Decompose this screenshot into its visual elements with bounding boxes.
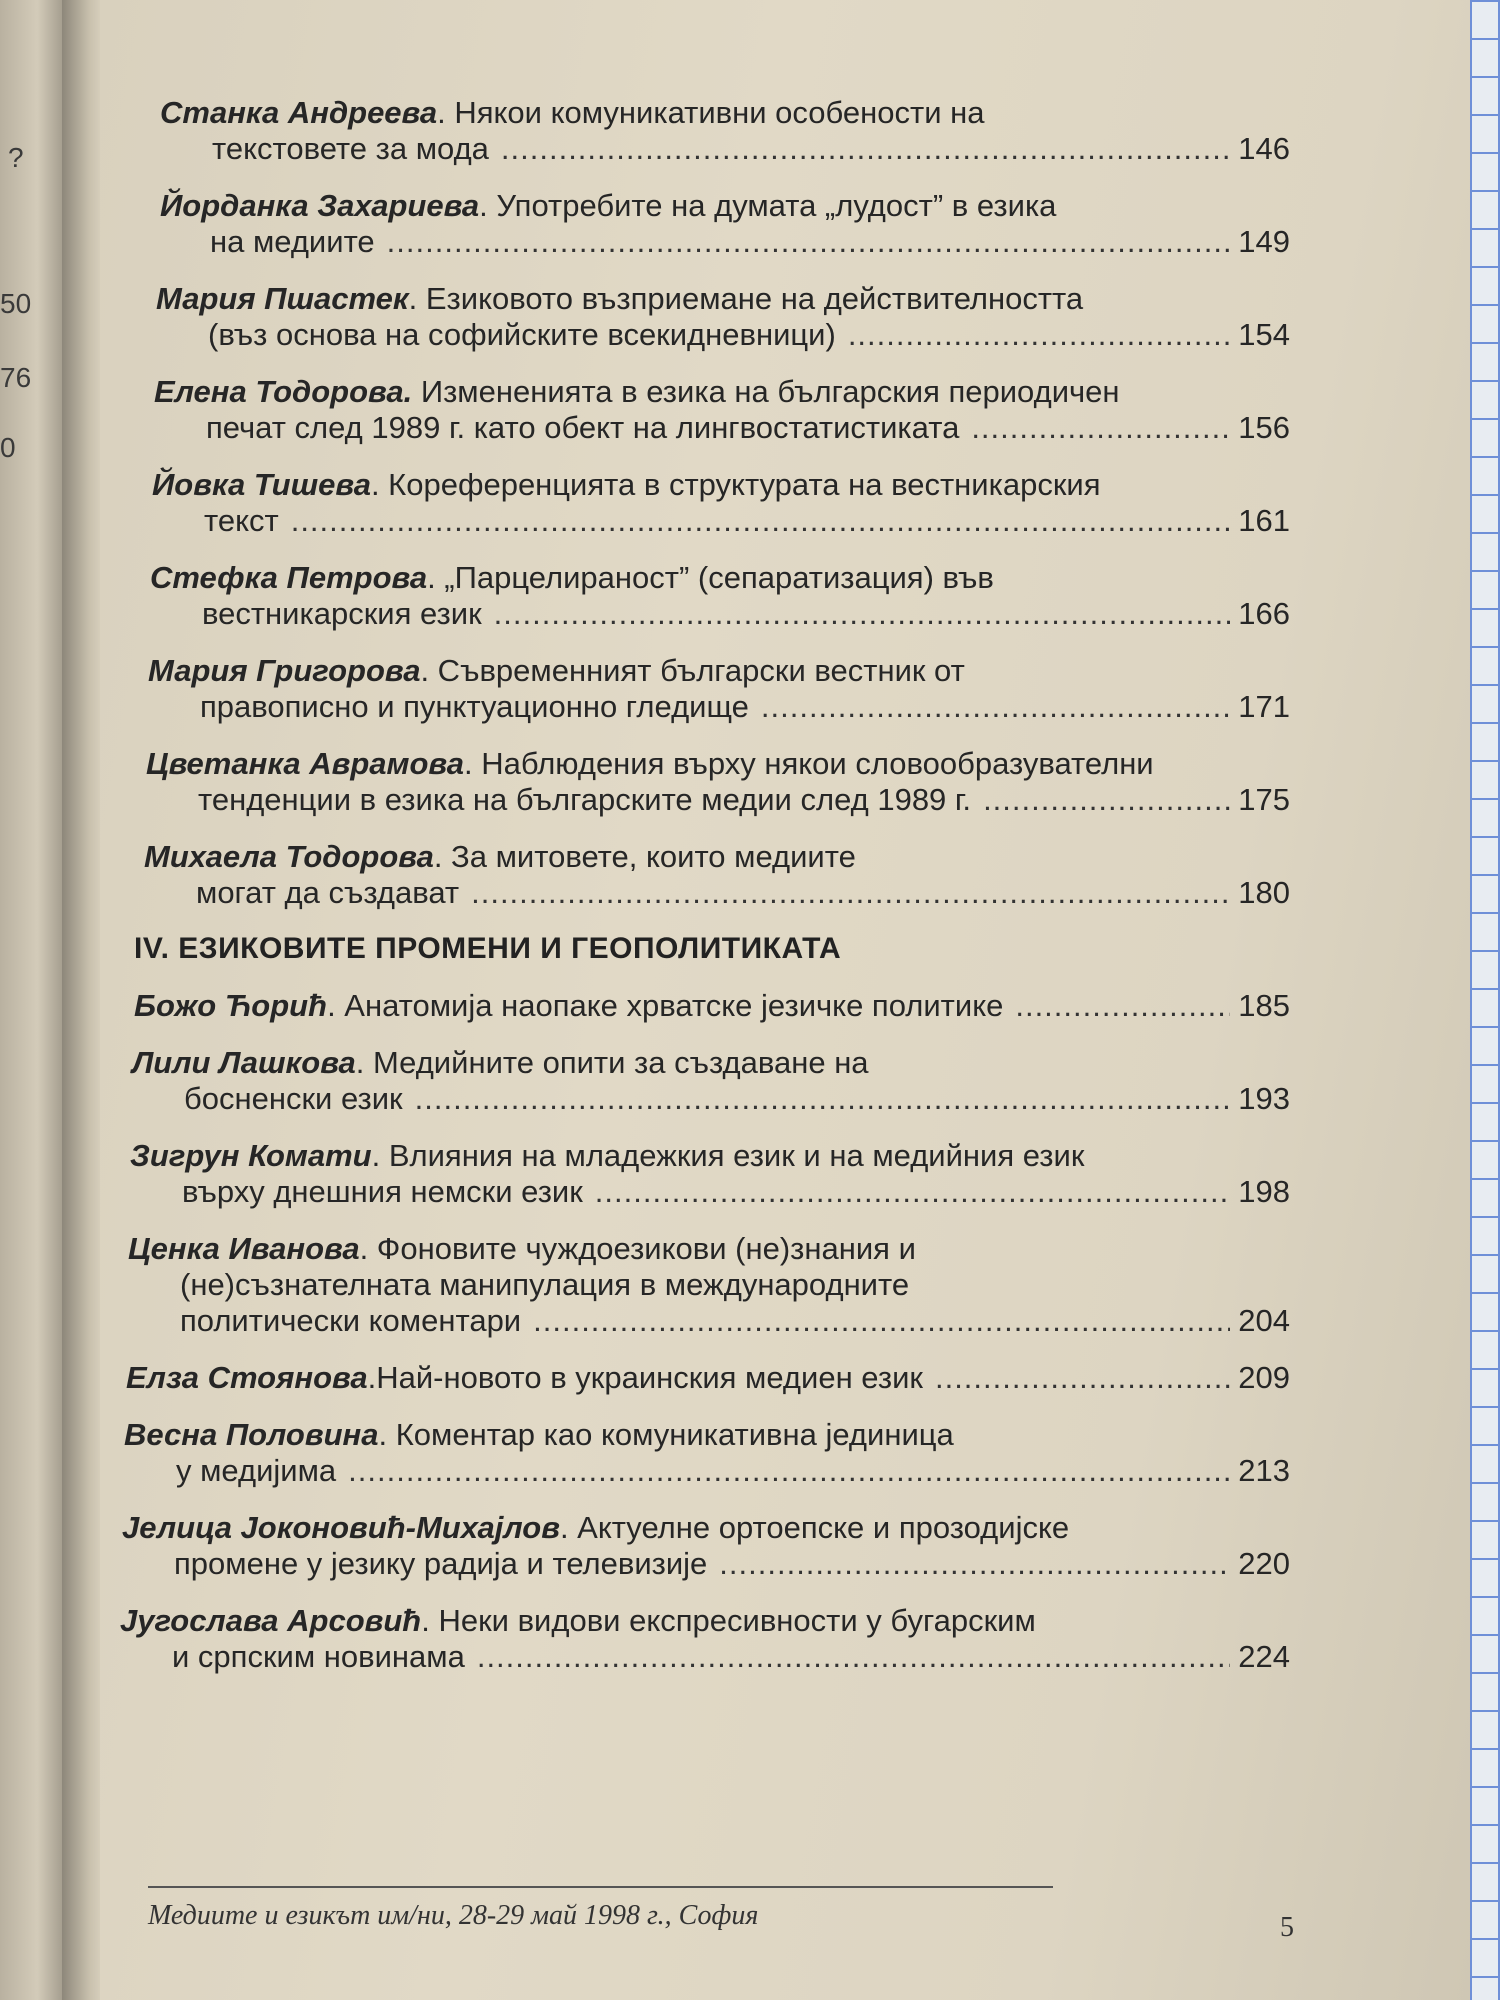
leader-dots: [387, 224, 1231, 260]
entry-title-cont: (въз основа на софийските всекидневници): [208, 317, 836, 352]
toc-entry: [154, 374, 1290, 446]
entry-author: Јелица Јоконовић-Михајлов: [122, 1510, 560, 1545]
entry-author: Елена Тодорова.: [154, 374, 413, 409]
leader-dots: [501, 131, 1230, 167]
entry-title: . „Парцелираност” (сепаратизация) във: [427, 560, 994, 595]
entry-author: Мария Григорова: [148, 653, 421, 688]
toc-entry: [120, 1603, 1290, 1675]
entry-author: Лили Лашкова: [132, 1045, 356, 1080]
entry-title-cont: върху днешния немски език: [182, 1174, 583, 1209]
entry-title: . Употребите на думата „лудост” в езика: [479, 188, 1057, 223]
leader-dots: [935, 1360, 1230, 1396]
entry-page: 209: [1238, 1360, 1290, 1395]
entry-page: 146: [1238, 131, 1290, 166]
entry-author: Цветанка Аврамова: [146, 746, 464, 781]
toc-entry: [126, 1360, 1290, 1396]
toc-entry: [130, 1138, 1290, 1210]
entry-title: . Влияния на младежкия език и на медийния език: [371, 1138, 1085, 1173]
toc-entry: [160, 95, 1290, 167]
leader-dots: [415, 1081, 1231, 1117]
entry-title: . Коментар као комуникативна јединица: [378, 1417, 954, 1452]
entry-title-cont: текстовете за мода: [212, 131, 489, 166]
entry-title-cont: на медиите: [210, 224, 375, 259]
table-of-contents: [120, 95, 1290, 1696]
entry-author: Божо Ћорић: [134, 988, 328, 1023]
toc-entry: [132, 1045, 1290, 1117]
entry-page: 180: [1238, 875, 1290, 910]
entry-title: . Езиковото възприемане на действителността: [408, 281, 1084, 316]
leader-dots: [533, 1303, 1230, 1339]
entry-author: Елза Стоянова: [126, 1360, 368, 1395]
entry-page: 156: [1238, 410, 1290, 445]
leader-dots: [494, 596, 1231, 632]
margin-mark: ?: [8, 142, 24, 173]
entry-title: . За митовете, които медиите: [433, 839, 856, 874]
entry-page: 171: [1238, 689, 1290, 724]
entry-page: 220: [1238, 1546, 1290, 1581]
toc-entry: [152, 467, 1290, 539]
footer-rule: [148, 1886, 1053, 1888]
margin-mark: 50: [0, 288, 32, 319]
entry-author: Зигрун Комати: [130, 1138, 372, 1173]
entry-author: Весна Половина: [124, 1417, 379, 1452]
leader-dots: [983, 782, 1230, 818]
entry-page: 185: [1238, 988, 1290, 1023]
entry-page: 161: [1238, 503, 1290, 538]
leader-dots: [971, 410, 1230, 446]
entry-title: . Медийните опити за създаване на: [355, 1045, 869, 1080]
entry-title: . Кореференцията в структурата на вестникарския: [370, 467, 1101, 502]
entry-title-cont: политически коментари: [180, 1303, 522, 1338]
entry-page: 204: [1238, 1303, 1290, 1338]
section-heading: IV. ЕЗИКОВИТЕ ПРОМЕНИ И ГЕОПОЛИТИКАТА: [134, 932, 842, 965]
toc-entry: [124, 1417, 1290, 1489]
toc-entry: [148, 653, 1290, 725]
leader-dots: [1015, 988, 1230, 1024]
entry-page: 193: [1238, 1081, 1290, 1116]
entry-page: 149: [1238, 224, 1290, 259]
grid-paper-strip: [1470, 0, 1500, 2000]
entry-title: . Някои комуникативни особености на: [437, 95, 985, 130]
toc-entry: [122, 1510, 1290, 1582]
entry-title-mid: (не)съзнателната манипулация в международните: [180, 1267, 910, 1302]
entry-author: Стефка Петрова: [150, 560, 428, 595]
entry-title-cont: вестникарския език: [202, 596, 482, 631]
entry-title: . Анатомија наопаке хрватске језичке политике: [327, 988, 1004, 1023]
margin-mark: 76: [0, 362, 32, 393]
entry-title-cont: печат след 1989 г. като обект на лингвостатистиката: [206, 410, 960, 445]
entry-title: . Наблюдения върху някои словообразувателни: [463, 746, 1154, 781]
entry-title: . Съвременният български вестник от: [420, 653, 965, 688]
toc-entry: [160, 188, 1290, 260]
entry-title-cont: промене у језику радија и телевизије: [174, 1546, 708, 1581]
entry-page: 213: [1238, 1453, 1290, 1488]
entry-author: Йовка Тишева: [152, 467, 371, 502]
entry-title-cont: у медијима: [176, 1453, 337, 1488]
entry-page: 175: [1238, 782, 1290, 817]
toc-entry: [150, 560, 1290, 632]
toc-entry: [146, 746, 1290, 818]
leader-dots: [848, 317, 1230, 353]
entry-page: 224: [1238, 1639, 1290, 1674]
entry-page: 154: [1238, 317, 1290, 352]
leader-dots: [719, 1546, 1230, 1582]
leader-dots: [471, 875, 1230, 911]
entry-title-cont: и српским новинама: [172, 1639, 465, 1674]
toc-entry: [156, 281, 1290, 353]
margin-mark: 0: [0, 432, 16, 463]
leader-dots: [595, 1174, 1230, 1210]
entry-title-cont: текст: [204, 503, 279, 538]
leader-dots: [477, 1639, 1230, 1675]
entry-author: Ценка Иванова: [128, 1231, 360, 1266]
entry-title: . Актуелне ортоепске и прозодијске: [559, 1510, 1070, 1545]
facing-page-edge: [0, 0, 62, 2000]
book-gutter: [62, 0, 102, 2000]
entry-title-cont: тенденции в езика на българските медии след 1989 г.: [198, 782, 972, 817]
leader-dots: [291, 503, 1231, 539]
entry-title-cont: могат да създават: [196, 875, 460, 910]
entry-title: . Неки видови експресивности у бугарским: [421, 1603, 1036, 1638]
entry-page: 198: [1238, 1174, 1290, 1209]
entry-page: 166: [1238, 596, 1290, 631]
running-footer: Медиите и езикът им/ни, 28-29 май 1998 г., София: [148, 1900, 759, 1931]
toc-entry: [144, 839, 1290, 911]
leader-dots: [761, 689, 1230, 725]
entry-author: Југослава Арсовић: [120, 1603, 422, 1638]
entry-author: Йорданка Захариева: [160, 188, 480, 223]
entry-author: Михаела Тодорова: [144, 839, 434, 874]
entry-title-cont: правописно и пунктуационно гледище: [200, 689, 749, 724]
leader-dots: [348, 1453, 1230, 1489]
entry-author: Станка Андреева: [160, 95, 438, 130]
entry-title: .Най-новото в украинския медиен език: [367, 1360, 923, 1395]
toc-entry: [128, 1231, 1290, 1339]
page-number: 5: [1280, 1912, 1294, 1943]
entry-author: Мария Пшастек: [156, 281, 409, 316]
toc-entry: [134, 988, 1290, 1024]
entry-title: . Фоновите чуждоезикови (не)знания и: [359, 1231, 916, 1266]
entry-title-cont: босненски език: [184, 1081, 403, 1116]
entry-title: Измененията в езика на българския периодичен: [412, 374, 1120, 409]
